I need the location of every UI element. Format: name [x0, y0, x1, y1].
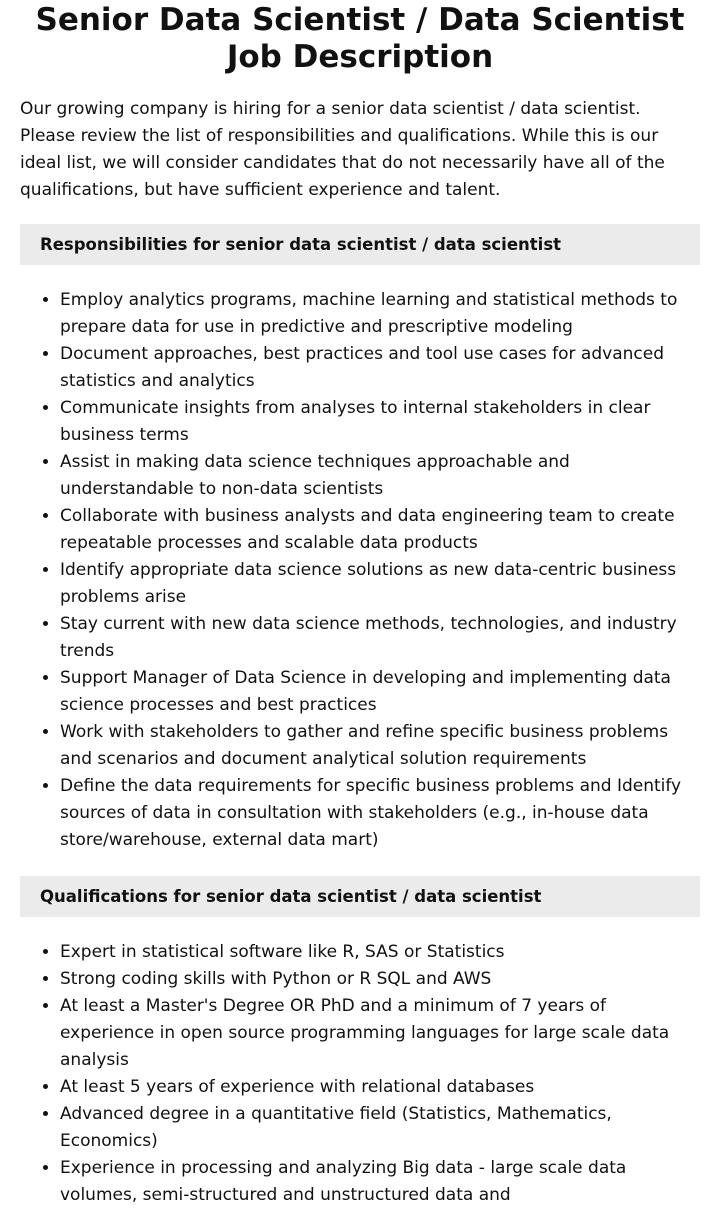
list-item: • Identify appropriate data science solutions as new data-centric business problems arise — [60, 557, 700, 611]
list-item: • Document approaches, best practices and tool use cases for advanced statistics and analytics — [60, 341, 700, 395]
responsibilities-list — [20, 287, 700, 854]
list-item: • At least 5 years of experience with relational databases — [60, 1074, 700, 1101]
responsibilities-heading: Responsibilities for senior data scientist / data scientist — [20, 224, 700, 265]
page-title: Senior Data Scientist / Data Scientist Job Description — [35, 2, 685, 75]
intro-paragraph: Our growing company is hiring for a senior data scientist / data scientist. Please review the list of responsibilities and qualifications. While this is our ideal list, we will consider candidates that do not necessarily have all of the qualifications, but have sufficient experience and talent. — [20, 99, 665, 200]
list-item: • Collaborate with business analysts and data engineering team to create repeatable processes and scalable data products — [60, 503, 700, 557]
list-item: • Define the data requirements for specific business problems and Identify sources of data in consultation with stakeholders (e.g., in-house data store/warehouse, external data mart) — [60, 773, 700, 854]
list-item: • Work with stakeholders to gather and refine specific business problems and scenarios and document analytical solution requirements — [60, 719, 700, 773]
list-item: • Employ analytics programs, machine learning and statistical methods to prepare data for use in predictive and prescriptive modeling — [60, 287, 700, 341]
list-item: • Support Manager of Data Science in developing and implementing data science processes and best practices — [60, 665, 700, 719]
list-item: • Expert in statistical software like R, SAS or Statistics — [60, 939, 700, 966]
list-item: • Assist in making data science techniques approachable and understandable to non-data scientists — [60, 449, 700, 503]
list-item: • Communicate insights from analyses to internal stakeholders in clear business terms — [60, 395, 700, 449]
list-item: • Advanced degree in a quantitative field (Statistics, Mathematics, Economics) — [60, 1101, 700, 1155]
qualifications-list — [20, 939, 700, 1209]
list-item: • Stay current with new data science methods, technologies, and industry trends — [60, 611, 700, 665]
qualifications-heading: Qualifications for senior data scientist / data scientist — [20, 876, 700, 917]
list-item: • At least a Master's Degree OR PhD and a minimum of 7 years of experience in open source programming languages for large scale data analysis — [60, 993, 700, 1074]
list-item: • Strong coding skills with Python or R SQL and AWS — [60, 966, 700, 993]
list-item: • Experience in processing and analyzing Big data - large scale data volumes, semi-structured and unstructured data and — [60, 1155, 700, 1209]
